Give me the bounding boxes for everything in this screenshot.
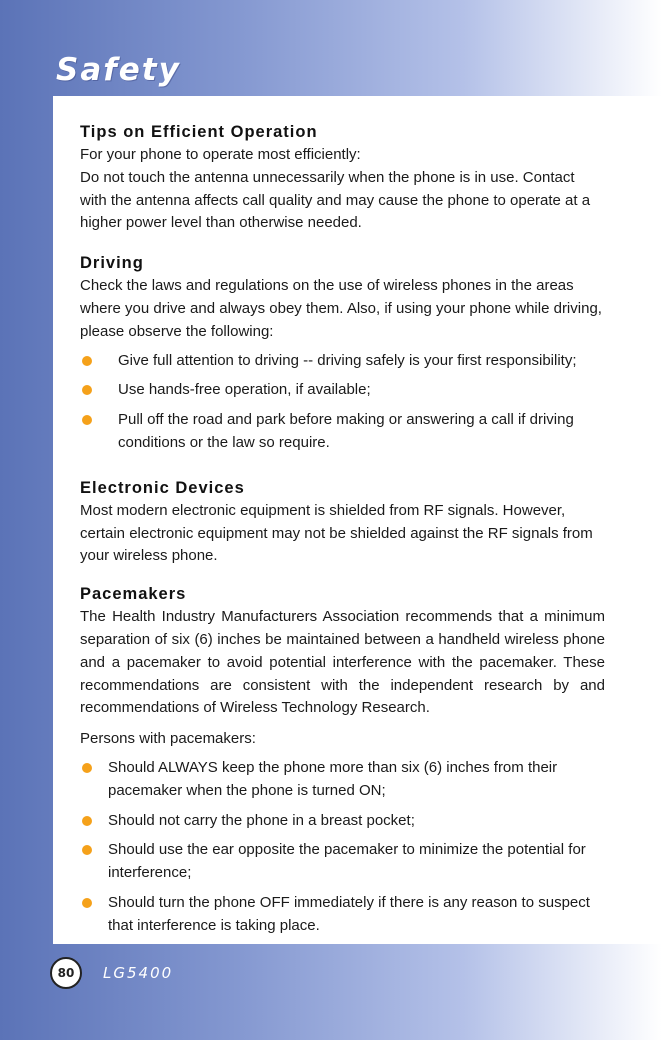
driving-body: Check the laws and regulations on the use of wireless phones in the areas where you drive and always obey them. Also, if using your phone while driving, please observe the following:: [80, 277, 602, 340]
driving-bullet-text: Pull off the road and park before making or answering a call if driving conditions or the law so require.: [118, 411, 574, 451]
pacemakers-bullet-text: Should ALWAYS keep the phone more than six (6) inches from their pacemaker when the phone is turned ON;: [108, 758, 558, 799]
manual-content: [80, 120, 605, 945]
orange-bullet-icon: [82, 385, 92, 395]
orange-bullet-icon: [82, 898, 92, 908]
pacemakers-persons-intro: Persons with pacemakers:: [80, 730, 256, 748]
driving-bullet-text: Use hands-free operation, if available;: [118, 381, 371, 399]
tips-line-1: For your phone to operate most efficiently:: [80, 146, 361, 163]
tips-line-2: Do not touch the antenna unnecessarily when the phone is in use. Contact with the antenna affects call quality and may cause the phone to operate at a higher power level than otherwise needed.: [80, 168, 591, 232]
heading-electronic-devices: Electronic Devices: [80, 478, 245, 497]
heading-pacemakers: Pacemakers: [80, 585, 187, 604]
driving-bullet-3: [80, 409, 605, 455]
pacemakers-body: The Health Industry Manufacturers Association recommends that a minimum separation of six (6) inches be maintained between a handheld wireless phone and a pacemaker to avoid potential interference with the pacemaker. These recommendations are consistent with the independent research by and recommendations of Wireless Technology Research.: [80, 608, 605, 717]
orange-bullet-icon: [82, 816, 92, 826]
orange-bullet-icon: [82, 763, 92, 773]
orange-bullet-icon: [82, 845, 92, 855]
pacemakers-bullet-2: [80, 810, 605, 833]
pacemakers-bullet-list: [80, 757, 605, 938]
pacemakers-bullet-text: Should use the ear opposite the pacemaker to minimize the potential for interference;: [108, 841, 586, 882]
electronic-devices-body: Most modern electronic equipment is shielded from RF signals. However, certain electronic equipment may not be shielded against the RF signals from your wireless phone.: [80, 501, 593, 565]
pacemakers-bullet-4: [80, 892, 605, 938]
driving-bullet-text: Give full attention to driving -- driving safely is your first responsibility;: [118, 351, 577, 369]
driving-bullet-2: [80, 379, 605, 402]
pacemakers-bullet-text: Should not carry the phone in a breast pocket;: [108, 811, 415, 829]
pacemakers-bullet-3: [80, 839, 605, 885]
pacemakers-bullet-text: Should turn the phone OFF immediately if there is any reason to suspect that interference is taking place.: [108, 893, 590, 934]
pacemakers-bullet-1: [80, 757, 605, 803]
orange-bullet-icon: [82, 415, 92, 425]
page-title: Safety: [56, 52, 181, 88]
driving-bullet-1: [80, 350, 605, 373]
page-number-badge: 80: [50, 957, 82, 989]
heading-tips-on-efficient-operation: Tips on Efficient Operation: [80, 123, 318, 141]
heading-driving: Driving: [80, 254, 144, 273]
model-name: LG5400: [103, 964, 174, 982]
orange-bullet-icon: [82, 356, 92, 366]
driving-bullet-list: [80, 350, 605, 455]
